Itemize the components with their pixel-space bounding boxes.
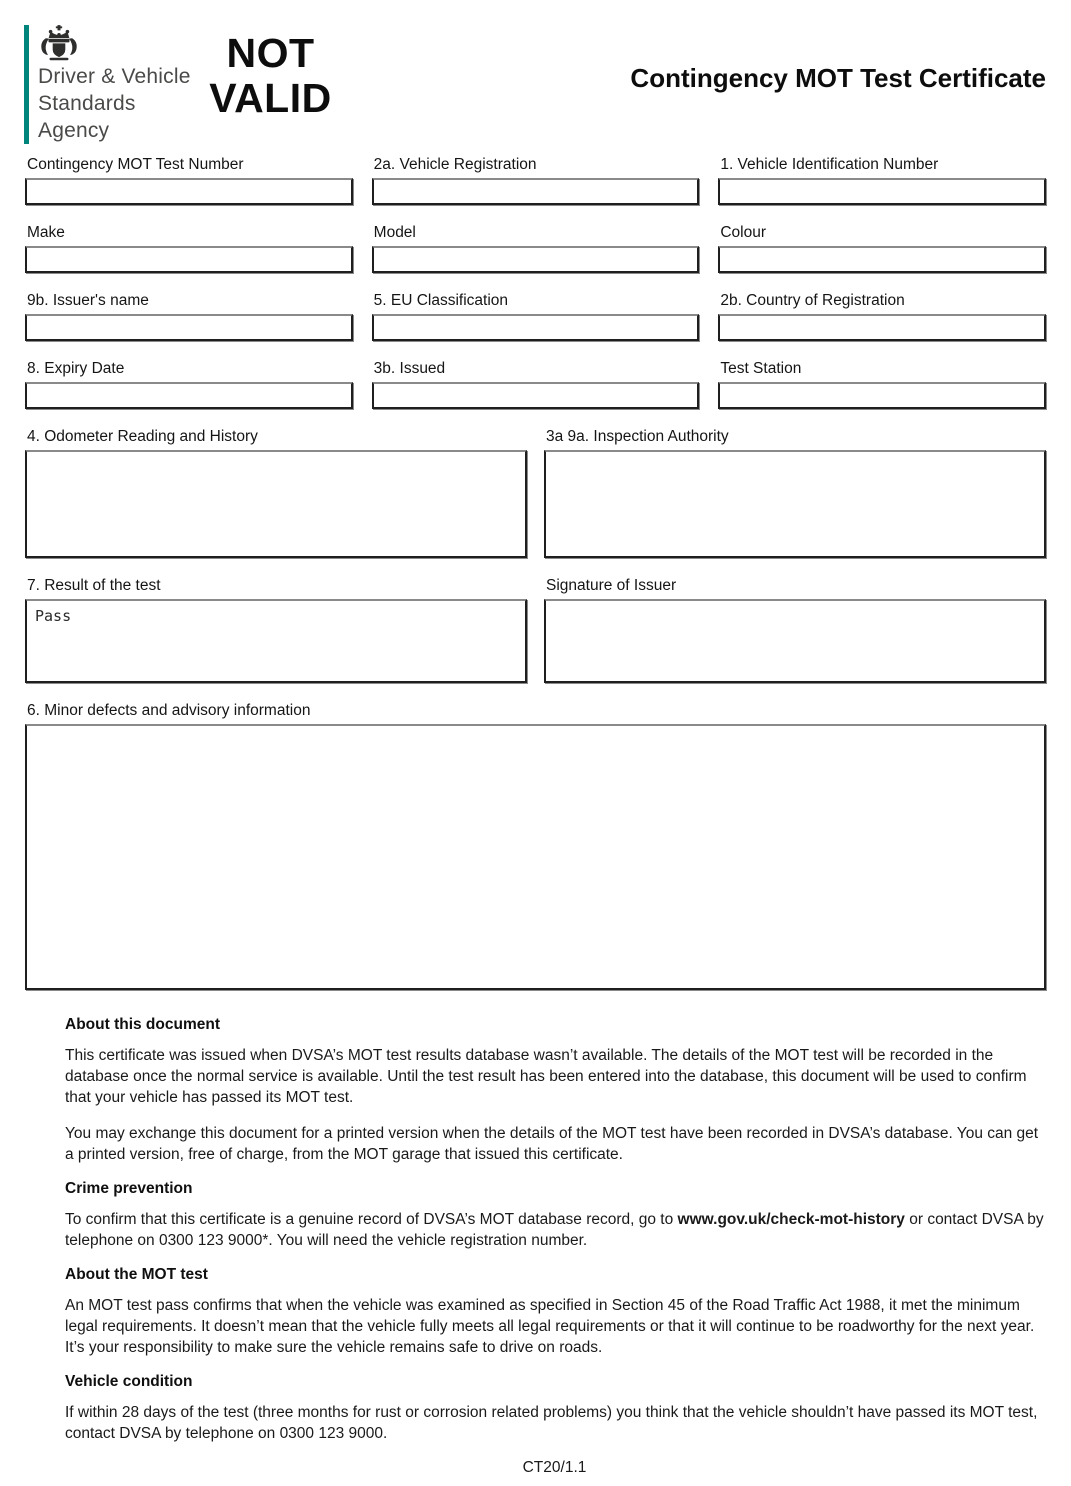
input-country-of-registration[interactable] xyxy=(718,314,1046,341)
field-label: Make xyxy=(27,224,65,241)
field-minor-defects xyxy=(25,702,1046,990)
paragraph: This certificate was issued when DVSA’s MOT test results database wasn’t available. The details of the MOT test will be recorded in the database once the normal service is available. Until the test result has been entered into the database, this document will be used to confirm that your vehicle has passed its MOT test. xyxy=(65,1047,1027,1106)
field-label: Test Station xyxy=(720,360,802,377)
input-vin[interactable] xyxy=(718,178,1046,205)
agency-name-line: Agency xyxy=(38,119,110,142)
paragraph: An MOT test pass confirms that when the vehicle was examined as specified in Section 45 of the Road Traffic Act 1988, it met the minimum legal requirements. It doesn’t mean that the vehicle fully meets all legal requirements or that it will continue to be roadworthy for the next year. It’s your responsibility to make sure the vehicle remains safe to drive on roads. xyxy=(65,1297,1035,1356)
field-label: Signature of Issuer xyxy=(546,577,677,594)
paragraph: If within 28 days of the test (three months for rust or corrosion related problems) you think that the vehicle shouldn’t have passed its MOT test, contact DVSA by telephone on 0300 123 9000. xyxy=(65,1404,1038,1442)
check-mot-history-url: www.gov.uk/check-mot-history xyxy=(677,1211,905,1228)
field-inspection-authority xyxy=(544,428,1046,558)
field-test-result xyxy=(25,577,527,683)
page-title: Contingency MOT Test Certificate xyxy=(630,63,1046,93)
input-minor-defects[interactable] xyxy=(25,724,1046,990)
field-label: 1. Vehicle Identification Number xyxy=(720,156,939,173)
agency-name xyxy=(38,63,191,144)
paragraph xyxy=(65,1209,1044,1251)
agency-name-line: Standards xyxy=(38,92,136,115)
paragraph-text: To confirm that this certificate is a genuine record of DVSA’s MOT database record, go to xyxy=(65,1211,678,1228)
field-eu-classification xyxy=(372,292,700,341)
section-heading-vehicle-condition: Vehicle condition xyxy=(65,1373,193,1390)
field-label: 2a. Vehicle Registration xyxy=(373,156,537,173)
field-label: 6. Minor defects and advisory information xyxy=(27,702,311,719)
field-label: 8. Expiry Date xyxy=(27,360,125,377)
field-odometer xyxy=(25,428,527,558)
certificate-form xyxy=(25,156,1046,990)
input-odometer[interactable] xyxy=(25,450,527,558)
input-issued[interactable] xyxy=(372,382,700,409)
input-contingency-test-number[interactable] xyxy=(25,178,353,205)
field-colour xyxy=(718,224,1046,273)
field-expiry-date xyxy=(25,360,353,409)
field-make xyxy=(25,224,353,273)
section-heading-crime-prevention: Crime prevention xyxy=(65,1180,193,1197)
input-test-result[interactable]: Pass xyxy=(25,599,527,683)
not-valid-line: NOT xyxy=(226,30,315,76)
input-vehicle-registration[interactable] xyxy=(372,178,700,205)
field-country-of-registration xyxy=(718,292,1046,341)
field-issuers-name xyxy=(25,292,353,341)
input-issuer-signature[interactable] xyxy=(544,599,1046,683)
field-label: 7. Result of the test xyxy=(27,577,161,594)
field-label: 3b. Issued xyxy=(373,360,446,377)
input-expiry-date[interactable] xyxy=(25,382,353,409)
royal-crest-icon xyxy=(39,25,79,61)
field-vehicle-registration xyxy=(372,156,700,205)
field-model xyxy=(372,224,700,273)
input-test-station[interactable] xyxy=(718,382,1046,409)
input-colour[interactable] xyxy=(718,246,1046,273)
dvsa-logo xyxy=(24,25,191,144)
field-label: 2b. Country of Registration xyxy=(720,292,905,309)
input-issuers-name[interactable] xyxy=(25,314,353,341)
field-label: Colour xyxy=(720,224,766,241)
field-label: 4. Odometer Reading and History xyxy=(27,428,258,445)
field-label: 3a 9a. Inspection Authority xyxy=(546,428,729,445)
input-eu-classification[interactable] xyxy=(372,314,700,341)
field-issued xyxy=(372,360,700,409)
field-label: 5. EU Classification xyxy=(373,292,509,309)
input-inspection-authority[interactable] xyxy=(544,450,1046,558)
paragraph: You may exchange this document for a printed version when the details of the MOT test have been recorded in DVSA’s database. You can get a printed version, free of charge, from the MOT garage that issued this certificate. xyxy=(65,1125,1039,1163)
field-vin xyxy=(718,156,1046,205)
paragraph-text: or contact DVSA by telephone on 0300 123 9000*. You will need the vehicle registration number. xyxy=(65,1211,1044,1249)
field-contingency-test-number xyxy=(25,156,353,205)
header xyxy=(0,0,1071,156)
not-valid-line: VALID xyxy=(209,75,332,121)
input-model[interactable] xyxy=(372,246,700,273)
not-valid-stamp xyxy=(188,31,353,121)
info-sections xyxy=(65,1016,1046,1477)
logo-accent-bar xyxy=(24,25,29,144)
field-label: 9b. Issuer's name xyxy=(27,292,149,309)
form-code: CT20/1.1 xyxy=(522,1459,587,1476)
field-issuer-signature xyxy=(544,577,1046,683)
field-label: Contingency MOT Test Number xyxy=(27,156,244,173)
section-heading-about-document: About this document xyxy=(65,1016,220,1033)
field-label: Model xyxy=(373,224,416,241)
section-heading-about-mot: About the MOT test xyxy=(65,1266,208,1283)
agency-name-line: Driver & Vehicle xyxy=(38,65,191,88)
input-make[interactable] xyxy=(25,246,353,273)
field-test-station xyxy=(718,360,1046,409)
